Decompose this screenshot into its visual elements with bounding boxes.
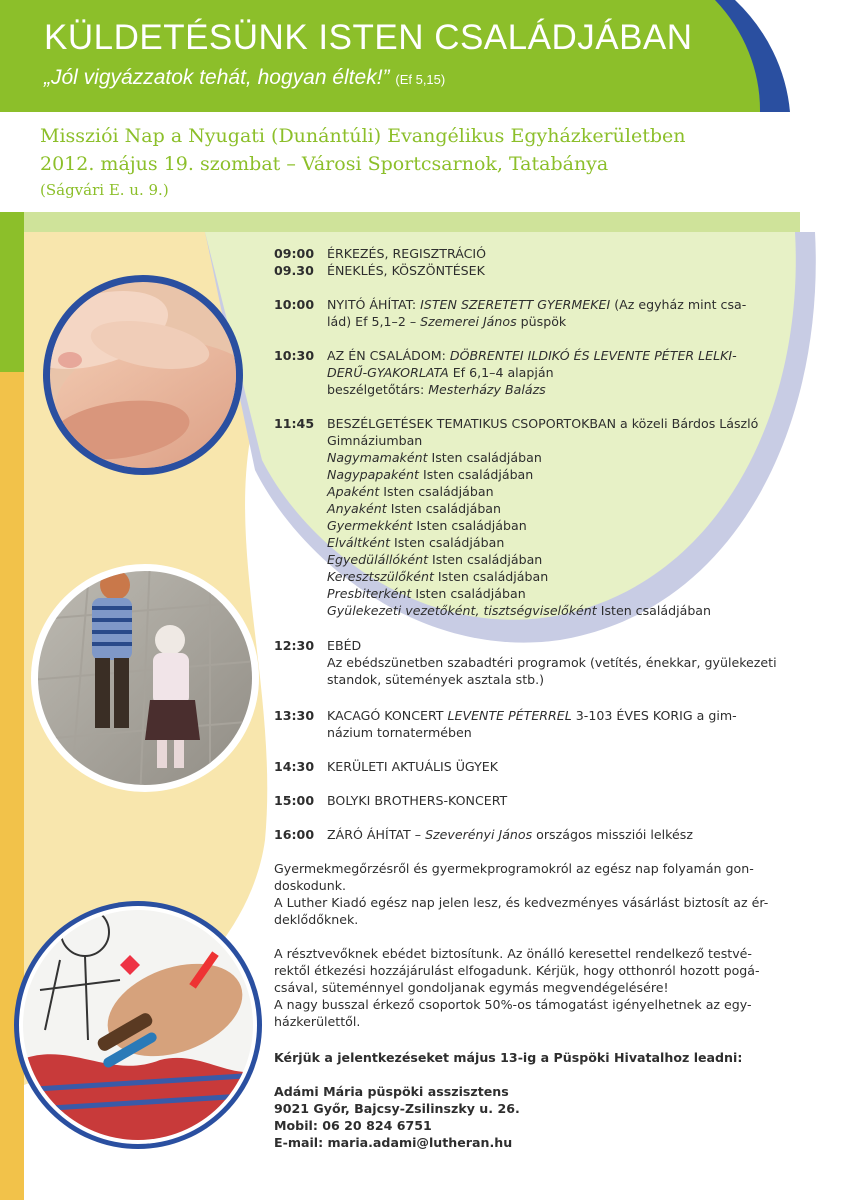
group-item: [327, 585, 799, 602]
item-text: ÉNEKLÉS, KÖSZÖNTÉSEK: [327, 263, 485, 278]
item-text: lád) Ef 5,1–2 –: [327, 314, 421, 329]
group-suffix: Isten családjában: [390, 535, 505, 550]
motto: [44, 66, 445, 90]
motto-reference: (Ef 5,15): [395, 72, 446, 87]
item-text: AZ ÉN CSALÁDOM:: [327, 348, 450, 363]
item-text: országos missziói lelkész: [532, 827, 693, 842]
time: 12:30: [274, 638, 315, 653]
group-name: Keresztszülőként: [327, 569, 434, 584]
note-line: deklődőknek.: [274, 912, 359, 927]
item-text: názium tornatermében: [327, 725, 472, 740]
group-suffix: Isten családjában: [411, 586, 526, 601]
group-item: [327, 500, 799, 517]
note-line: A résztvevőknek ebédet biztosítunk. Az önálló keresettel rendelkező testvé-: [274, 946, 752, 961]
item-text: 3-103 ÉVES KORIG a gim-: [571, 708, 737, 723]
note-line: A Luther Kiadó egész nap jelen lesz, és kedvezményes vásárlást biztosít az ér-: [274, 895, 769, 910]
speaker-name: Mesterházy Balázs: [428, 382, 546, 397]
group-name: Apaként: [327, 484, 380, 499]
item-text: beszélgetőtárs:: [327, 382, 429, 397]
event-address: (Ságvári E. u. 9.): [40, 181, 169, 199]
time: 13:30: [274, 708, 315, 723]
time: 16:00: [274, 827, 315, 842]
item-text: ZÁRÓ ÁHÍTAT –: [327, 827, 426, 842]
group-name: Nagypapaként: [327, 467, 419, 482]
contact-email: E-mail: maria.adami@lutheran.hu: [274, 1135, 513, 1150]
item-text-title: DERŰ-GYAKORLATA: [327, 365, 449, 380]
group-name: Nagymamaként: [327, 450, 428, 465]
contact-address: 9021 Győr, Bajcsy-Zsilinszky u. 26.: [274, 1101, 520, 1116]
group-suffix: Isten családjában: [427, 450, 542, 465]
motto-text: „Jól vigyázzatok tehát, hogyan éltek!”: [44, 66, 390, 89]
time: 11:45: [274, 416, 315, 431]
group-item: [327, 534, 799, 551]
group-suffix: Isten családjában: [379, 484, 494, 499]
group-name: Presbiterként: [327, 586, 412, 601]
item-text: (Az egyház mint csa-: [610, 297, 747, 312]
green-top-band: [24, 212, 800, 232]
group-name: Anyaként: [327, 501, 387, 516]
note-line: házkerülettől.: [274, 1014, 361, 1029]
event-date-venue: 2012. május 19. szombat – Városi Sportcsarnok, Tatabánya: [40, 153, 609, 175]
item-text: EBÉD: [327, 638, 362, 653]
item-text: BESZÉLGETÉSEK TEMATIKUS CSOPORTOKBAN a közeli Bárdos László: [327, 416, 759, 431]
item-text: KACAGÓ KONCERT: [327, 708, 448, 723]
note-line: doskodunk.: [274, 878, 347, 893]
item-text-title: DÖBRENTEI ILDIKÓ ÉS LEVENTE PÉTER LELKI-: [449, 348, 737, 363]
page-title: KÜLDETÉSÜNK ISTEN CSALÁDJÁBAN: [44, 18, 693, 57]
group-name: Egyedülállóként: [327, 552, 429, 567]
info-notes: [274, 860, 799, 928]
group-suffix: Isten családjában: [428, 552, 543, 567]
group-suffix: Isten családjában: [386, 501, 502, 516]
group-item: [327, 602, 799, 619]
speaker-name: Szeverényi János: [425, 827, 533, 842]
registration-line: Kérjük a jelentkezéseket május 13-ig a Püspöki Hivatalhoz leadni:: [274, 1050, 743, 1065]
group-suffix: Isten családjában: [418, 467, 534, 482]
item-text: Ef 6,1–4 alapján: [448, 365, 554, 380]
time: 09:00: [274, 246, 315, 261]
item-text: püspök: [516, 314, 567, 329]
performer-name: LEVENTE PÉTERREL: [447, 708, 572, 723]
group-item: [327, 449, 799, 466]
group-item: [327, 517, 799, 534]
time: 15:00: [274, 793, 315, 808]
item-text: Gimnáziumban: [327, 433, 423, 448]
group-suffix: Isten családjában: [596, 603, 712, 618]
registration-note: [274, 1049, 799, 1066]
group-item: [327, 551, 799, 568]
time: 10:00: [274, 297, 315, 312]
item-text: KERÜLETI AKTUÁLIS ÜGYEK: [327, 759, 498, 774]
note-line: A nagy busszal érkező csoportok 50%-os támogatást igényelhetnek az egy-: [274, 997, 752, 1012]
note-line: rektől étkezési hozzájárulást elfogadunk. Kérjük, hogy otthonról hozott pogá-: [274, 963, 760, 978]
contact-name: Adámi Mária püspöki asszisztens: [274, 1084, 509, 1099]
group-suffix: Isten családjában: [412, 518, 527, 533]
note-line: Gyermekmegőrzésről és gyermekprogramokról az egész nap folyamán gon-: [274, 861, 754, 876]
group-name: Elváltként: [327, 535, 391, 550]
speaker-name: Szemerei János: [420, 314, 517, 329]
event-title: Missziói Nap a Nyugati (Dunántúli) Evangélikus Egyházkerületben: [40, 125, 686, 147]
contact-block: [274, 1083, 799, 1151]
contact-mobile: Mobil: 06 20 824 6751: [274, 1118, 432, 1133]
item-text: NYITÓ ÁHÍTAT:: [327, 297, 421, 312]
item-text: BOLYKI BROTHERS-KONCERT: [327, 793, 508, 808]
group-item: [327, 568, 799, 585]
group-item: [327, 466, 799, 483]
time: 10:30: [274, 348, 315, 363]
group-name: Gyermekként: [327, 518, 413, 533]
item-text: standok, sütemények asztala stb.): [327, 672, 545, 687]
time: 14:30: [274, 759, 315, 774]
group-item: [327, 483, 799, 500]
item-text: Az ebédszünetben szabadtéri programok (vetítés, énekkar, gyülekezeti: [327, 655, 777, 670]
item-text-title: ISTEN SZERETETT GYERMEKEI: [420, 297, 611, 312]
time: 09.30: [274, 263, 314, 278]
group-name: Gyülekezeti vezetőként, tisztségviselőként: [327, 603, 597, 618]
group-suffix: Isten családjában: [433, 569, 549, 584]
info-notes-lunch: [274, 945, 799, 1030]
note-line: csával, süteménnyel gondoljanak egymás megvendégelésére!: [274, 980, 669, 995]
item-text: ÉRKEZÉS, REGISZTRÁCIÓ: [327, 246, 487, 261]
